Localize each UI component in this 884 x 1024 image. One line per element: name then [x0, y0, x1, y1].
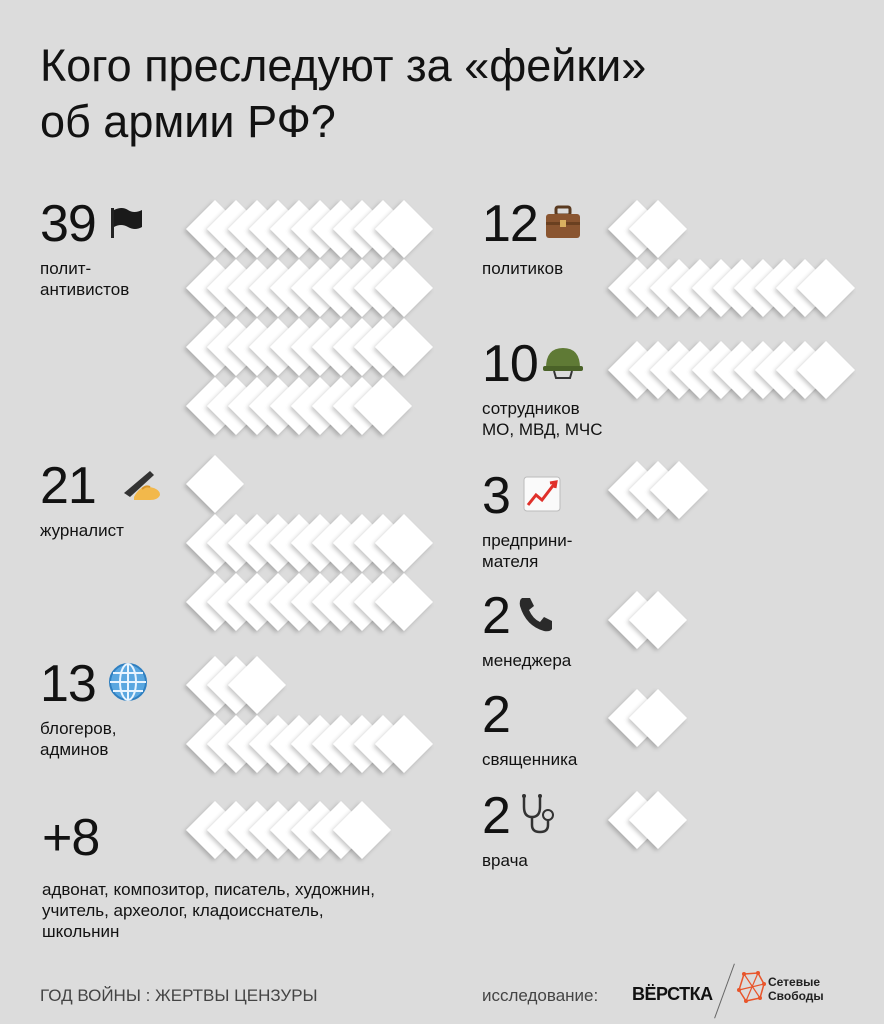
category-political-activists — [40, 195, 144, 300]
diamond-group — [186, 656, 433, 773]
diamond-group — [608, 791, 687, 849]
category-other — [42, 809, 100, 867]
count-value: +8 — [42, 809, 100, 867]
stethoscope-icon — [518, 793, 560, 840]
category-managers — [482, 587, 572, 671]
category-label: сотрудников МО, МВД, МЧС — [482, 399, 603, 439]
category-label: журналист — [40, 521, 124, 540]
category-label: менеджера — [482, 651, 572, 670]
diamond-group — [186, 801, 391, 859]
military-helmet-icon — [542, 344, 584, 385]
page-title: Кого преследуют за «фейки» об армии РФ? — [40, 40, 647, 147]
partner-logo-icon — [736, 970, 766, 1009]
black-flag-icon — [108, 205, 144, 244]
category-label: предприни- мателя — [482, 531, 573, 571]
telephone-receiver-icon — [516, 594, 556, 639]
category-entrepreneurs — [482, 467, 573, 572]
diamond-group — [608, 200, 855, 317]
chart-increasing-icon — [522, 475, 562, 518]
count-value: 21 — [40, 457, 96, 515]
diamond-group — [608, 461, 708, 519]
category-priests — [482, 686, 578, 770]
count-value: 3 — [482, 467, 510, 525]
other-professions-note: адвонат, композитор, писатель, художнин, учитель, археолог, кладоисcнатель, школьнин — [42, 880, 375, 941]
briefcase-icon — [544, 204, 582, 245]
count-value: 2 — [482, 587, 510, 645]
category-label: полит- антивистов — [40, 259, 130, 299]
diamond-group — [186, 200, 433, 435]
category-label: блогеров, админов — [40, 719, 117, 759]
series-footer-label: ГОД ВОЙНЫ : ЖЕРТВЫ ЦЕНЗУРЫ — [40, 986, 318, 1005]
globe-icon — [108, 662, 148, 707]
diamond-group — [608, 689, 687, 747]
count-value: 12 — [482, 195, 538, 253]
category-journalists — [40, 457, 164, 541]
category-doctors — [482, 787, 560, 871]
category-politicians — [482, 195, 582, 279]
person-diamond — [186, 455, 244, 513]
count-value: 2 — [482, 787, 510, 845]
brand-logo: ВЁРСТКА — [632, 984, 713, 1004]
writing-hand-icon — [120, 467, 164, 506]
category-security-staff — [482, 335, 603, 440]
category-label: политиков — [482, 259, 564, 278]
diamond-group — [186, 455, 433, 631]
category-label: врача — [482, 851, 528, 870]
research-label: исследование: — [482, 986, 599, 1005]
count-value: 2 — [482, 686, 510, 744]
partner-name: Сетевые Свободы — [768, 975, 824, 1003]
count-value: 39 — [40, 195, 96, 253]
category-bloggers — [40, 655, 148, 760]
diamond-group — [608, 341, 855, 399]
diamond-group — [608, 591, 687, 649]
count-value: 10 — [482, 335, 538, 393]
category-label: священника — [482, 750, 578, 769]
count-value: 13 — [40, 655, 96, 713]
